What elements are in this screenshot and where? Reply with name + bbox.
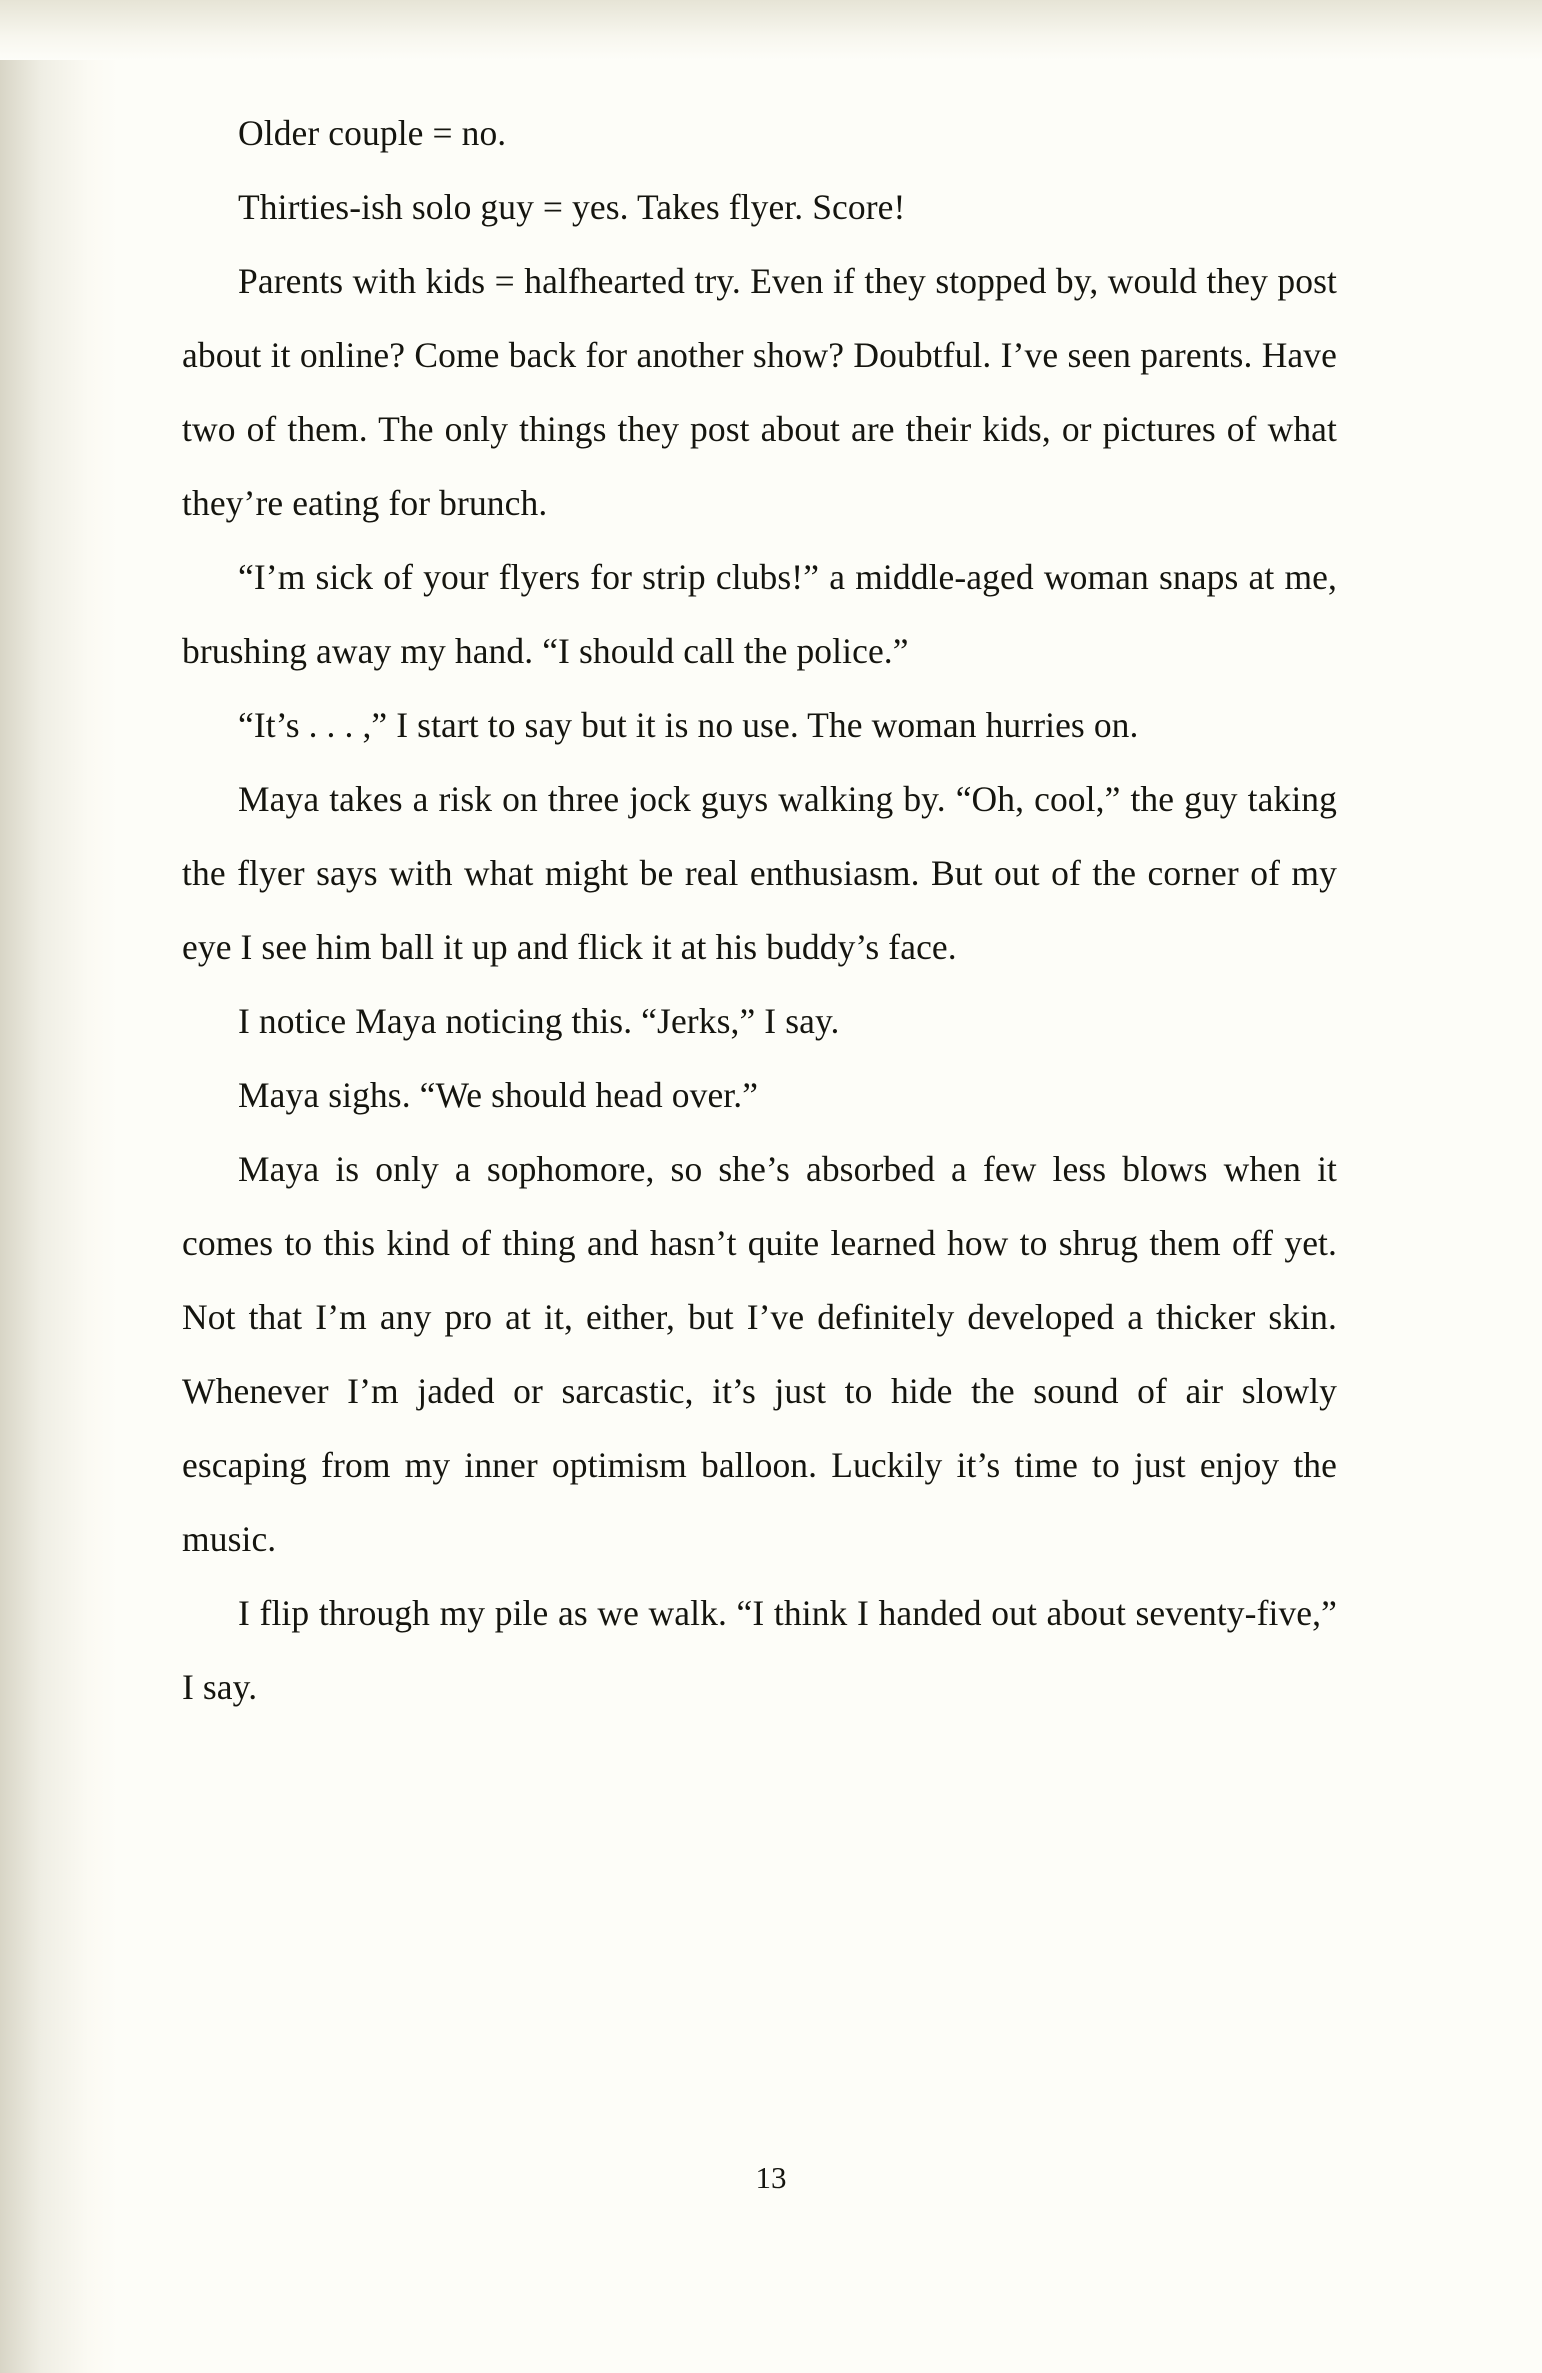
paragraph: I notice Maya noticing this. “Jerks,” I say. (238, 1001, 840, 1041)
paragraph: I flip through my pile as we walk. “I think I handed out about seventy-five,” I say. (182, 1593, 1337, 1707)
paragraph: Maya takes a risk on three jock guys walking by. “Oh, cool,” the guy taking the flyer says with what might be real enthusiasm. But out of the corner of my eye I see him ball it up and flick it at his buddy’s face. (182, 779, 1337, 967)
paragraph: Maya sighs. “We should head over.” (238, 1075, 759, 1115)
paragraph: “It’s . . . ,” I start to say but it is no use. The woman hurries on. (238, 705, 1139, 745)
page-number: 13 (755, 2160, 787, 2195)
paragraph: Maya is only a sophomore, so she’s absorbed a few less blows when it comes to this kind of thing and hasn’t quite learned how to shrug them off yet. Not that I’m any pro at it, either, but I’ve definitely developed a thicker skin. Whenever I’m jaded or sarcastic, it’s just to hide the sound of air slowly escaping from my inner optimism balloon. Luckily it’s time to just enjoy the music. (182, 1149, 1337, 1559)
paragraph: Thirties-ish solo guy = yes. Takes flyer. Score! (238, 187, 906, 227)
paragraph: “I’m sick of your flyers for strip clubs!” a middle-aged woman snaps at me, brushing away my hand. “I should call the police.” (182, 557, 1337, 671)
paragraph: Parents with kids = halfhearted try. Even if they stopped by, would they post about it online? Come back for another show? Doubtful. I’ve seen parents. Have two of them. The only things they post about are their kids, or pictures of what they’re eating for brunch. (182, 261, 1337, 523)
paragraph: Older couple = no. (238, 113, 507, 153)
page-text-column (182, 96, 1337, 1724)
